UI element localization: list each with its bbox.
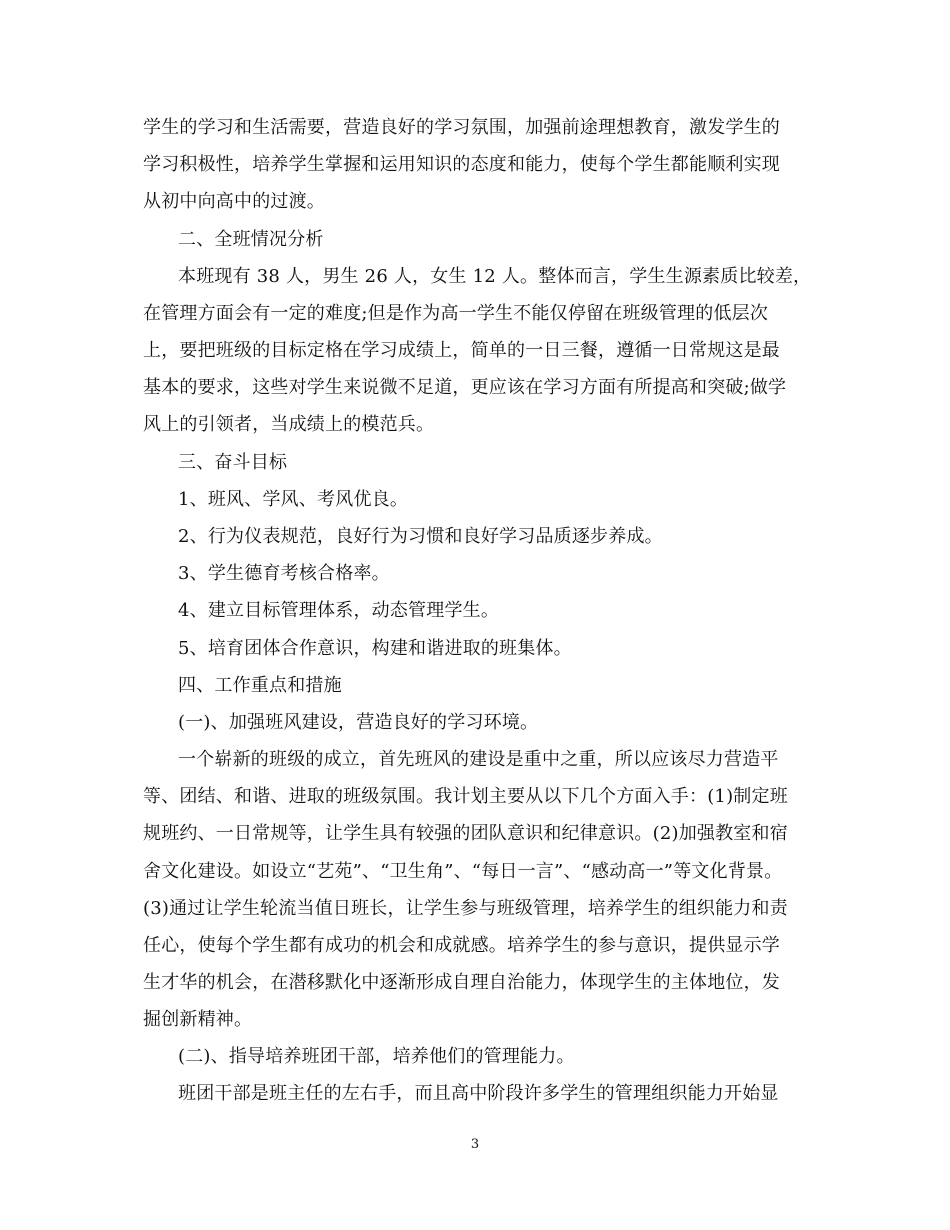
subsection-heading: (二)、指导培养班团干部，培养他们的管理能力。 [178, 1046, 575, 1067]
body-text-line: 风上的引领者，当成绩上的模范兵。 [143, 414, 435, 435]
list-item: 5、培育团体合作意识，构建和谐进取的班集体。 [178, 638, 572, 659]
body-text-line: (3)通过让学生轮流当值日班长，让学生参与班级管理，培养学生的组织能力和责 [143, 898, 788, 919]
body-text-line: 掘创新精神。 [143, 1009, 253, 1030]
body-text-line: 等、团结、和谐、进取的班级氛围。我计划主要从以下几个方面入手：(1)制定班 [143, 786, 788, 807]
list-item: 2、行为仪表规范，良好行为习惯和良好学习品质逐步养成。 [178, 526, 663, 547]
body-text-line: 本班现有 38 人，男生 26 人，女生 12 人。整体而言，学生生源素质比较差， [178, 266, 812, 287]
body-text-line: 一个崭新的班级的成立，首先班风的建设是重中之重，所以应该尽力营造平 [178, 749, 779, 770]
body-text-line: 从初中向高中的过渡。 [143, 191, 325, 212]
body-text-line: 任心，使每个学生都有成功的机会和成就感。培养学生的参与意识，提供显示学 [143, 935, 780, 956]
body-text-line: 在管理方面会有一定的难度;但是作为高一学生不能仅停留在班级管理的低层次 [143, 303, 769, 324]
body-text-line: 学习积极性，培养学生掌握和运用知识的态度和能力，使每个学生都能顺利实现 [143, 154, 780, 175]
body-text-line: 上，要把班级的目标定格在学习成绩上，简单的一日三餐，遵循一日常规这是最 [143, 340, 780, 361]
body-text-line: 基本的要求，这些对学生来说微不足道，更应该在学习方面有所提高和突破;做学 [143, 377, 787, 398]
body-text-line: 学生的学习和生活需要，营造良好的学习氛围，加强前途理想教育，激发学生的 [143, 117, 780, 138]
page-number: 3 [470, 1137, 480, 1152]
section-heading: 四、工作重点和措施 [178, 675, 342, 696]
list-item: 3、学生德育考核合格率。 [178, 563, 390, 584]
body-text-line: 生才华的机会，在潜移默化中逐渐形成自理自治能力，体现学生的主体地位，发 [143, 972, 780, 993]
body-text-line: 舍文化建设。如设立“艺苑”、“卫生角”、“每日一言”、“感动高一”等文化背景。 [143, 861, 783, 882]
section-heading: 三、奋斗目标 [178, 452, 288, 473]
subsection-heading: (一)、加强班风建设，营造良好的学习环境。 [178, 712, 539, 733]
list-item: 4、建立目标管理体系，动态管理学生。 [178, 600, 500, 621]
body-text-line: 班团干部是班主任的左右手，而且高中阶段许多学生的管理组织能力开始显 [178, 1083, 779, 1104]
list-item: 1、班风、学风、考风优良。 [178, 489, 409, 510]
section-heading: 二、全班情况分析 [178, 229, 324, 250]
body-text-line: 规班约、一日常规等，让学生具有较强的团队意识和纪律意识。(2)加强教室和宿 [143, 823, 788, 844]
